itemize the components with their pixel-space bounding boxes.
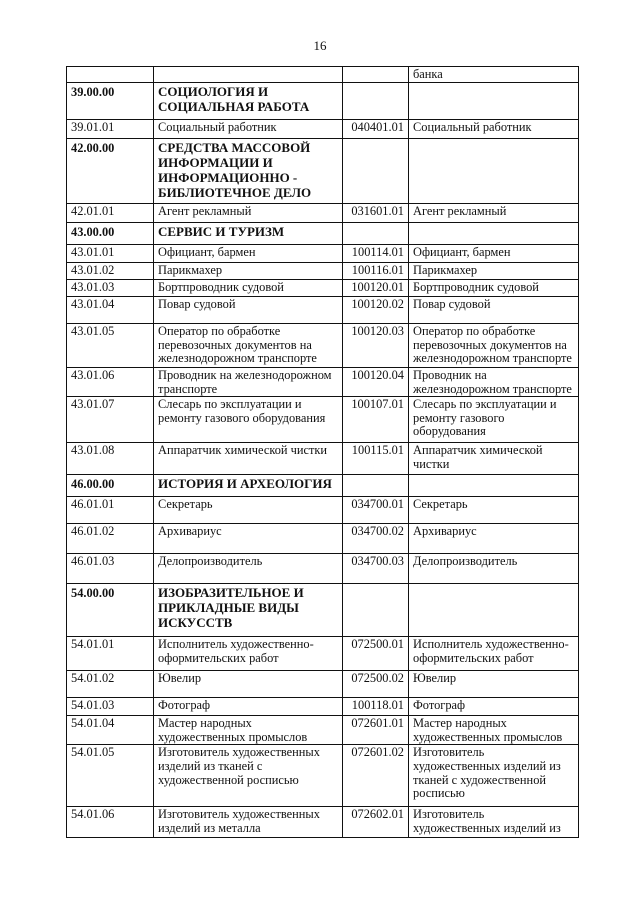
code-cell: 54.01.04: [67, 716, 154, 745]
table-body: [67, 67, 579, 838]
okpdtr-code-cell: 100120.03: [343, 324, 409, 368]
section-row: [67, 139, 579, 204]
name-cell: Слесарь по эксплуатации и ремонту газового оборудования: [154, 397, 343, 443]
okpdtr-title-cell: Агент рекламный: [409, 204, 579, 223]
code-cell: 43.01.01: [67, 245, 154, 263]
code-cell: 46.00.00: [67, 475, 154, 497]
table-row: [67, 120, 579, 139]
name-cell: Оператор по обработке перевозочных документов на железнодорожном транспорте: [154, 324, 343, 368]
code-cell: 54.01.05: [67, 745, 154, 807]
okpdtr-code-cell: 034700.01: [343, 497, 409, 524]
okpdtr-title-cell: Изготовитель художественных изделий из: [409, 807, 579, 838]
name-cell: СОЦИОЛОГИЯ И СОЦИАЛЬНАЯ РАБОТА: [154, 83, 343, 120]
okpdtr-code-cell: 072500.02: [343, 671, 409, 698]
okpdtr-title-cell: банка: [409, 67, 579, 83]
okpdtr-code-cell: 034700.03: [343, 554, 409, 584]
okpdtr-title-cell: Официант, бармен: [409, 245, 579, 263]
okpdtr-title-cell: [409, 223, 579, 245]
name-cell: Фотограф: [154, 698, 343, 716]
name-cell: Бортпроводник судовой: [154, 280, 343, 297]
code-cell: 43.01.05: [67, 324, 154, 368]
okpdtr-title-cell: Делопроизводитель: [409, 554, 579, 584]
okpdtr-title-cell: Проводник на железнодорожном транспорте: [409, 368, 579, 397]
okpdtr-code-cell: 100120.01: [343, 280, 409, 297]
okpdtr-code-cell: 100120.02: [343, 297, 409, 324]
name-cell: Агент рекламный: [154, 204, 343, 223]
code-cell: 43.01.04: [67, 297, 154, 324]
okpdtr-code-cell: 034700.02: [343, 524, 409, 554]
okpdtr-code-cell: [343, 67, 409, 83]
code-cell: 43.01.03: [67, 280, 154, 297]
okpdtr-code-cell: 100120.04: [343, 368, 409, 397]
name-cell: Ювелир: [154, 671, 343, 698]
code-cell: 42.01.01: [67, 204, 154, 223]
table-row: [67, 368, 579, 397]
code-cell: 43.01.06: [67, 368, 154, 397]
code-cell: 43.01.07: [67, 397, 154, 443]
okpdtr-code-cell: 072500.01: [343, 637, 409, 671]
okpdtr-code-cell: [343, 584, 409, 637]
name-cell: Социальный работник: [154, 120, 343, 139]
code-cell: 39.01.01: [67, 120, 154, 139]
okpdtr-code-cell: 072602.01: [343, 807, 409, 838]
okpdtr-title-cell: [409, 83, 579, 120]
table-row: [67, 716, 579, 745]
code-cell: 46.01.03: [67, 554, 154, 584]
name-cell: СРЕДСТВА МАССОВОЙ ИНФОРМАЦИИ И ИНФОРМАЦИОННО - БИБЛИОТЕЧНОЕ ДЕЛО: [154, 139, 343, 204]
okpdtr-title-cell: Повар судовой: [409, 297, 579, 324]
code-cell: 43.01.02: [67, 263, 154, 280]
table-row: [67, 67, 579, 83]
table-row: [67, 204, 579, 223]
okpdtr-title-cell: Слесарь по эксплуатации и ремонту газового оборудования: [409, 397, 579, 443]
code-cell: [67, 67, 154, 83]
okpdtr-code-cell: [343, 475, 409, 497]
okpdtr-code-cell: 072601.02: [343, 745, 409, 807]
okpdtr-title-cell: Социальный работник: [409, 120, 579, 139]
table-row: [67, 524, 579, 554]
name-cell: Мастер народных художественных промыслов: [154, 716, 343, 745]
table-row: [67, 280, 579, 297]
table-row: [67, 443, 579, 475]
okpdtr-code-cell: 100114.01: [343, 245, 409, 263]
name-cell: ИСТОРИЯ И АРХЕОЛОГИЯ: [154, 475, 343, 497]
table-row: [67, 245, 579, 263]
name-cell: СЕРВИС И ТУРИЗМ: [154, 223, 343, 245]
table-row: [67, 637, 579, 671]
name-cell: Изготовитель художественных изделий из металла: [154, 807, 343, 838]
okpdtr-code-cell: 040401.01: [343, 120, 409, 139]
okpdtr-title-cell: Мастер народных художественных промыслов: [409, 716, 579, 745]
name-cell: Исполнитель художественно-оформительских работ: [154, 637, 343, 671]
table-row: [67, 324, 579, 368]
table-row: [67, 297, 579, 324]
code-cell: 54.01.02: [67, 671, 154, 698]
page-number: 16: [313, 38, 327, 53]
code-cell: 54.00.00: [67, 584, 154, 637]
code-cell: 46.01.02: [67, 524, 154, 554]
okpdtr-code-cell: 100115.01: [343, 443, 409, 475]
okpdtr-code-cell: 100118.01: [343, 698, 409, 716]
okpdtr-code-cell: 031601.01: [343, 204, 409, 223]
name-cell: Проводник на железнодорожном транспорте: [154, 368, 343, 397]
okpdtr-code-cell: [343, 83, 409, 120]
okpdtr-title-cell: [409, 475, 579, 497]
code-cell: 54.01.03: [67, 698, 154, 716]
table-row: [67, 554, 579, 584]
okpdtr-code-cell: 100107.01: [343, 397, 409, 443]
code-cell: 39.00.00: [67, 83, 154, 120]
okpdtr-title-cell: Парикмахер: [409, 263, 579, 280]
code-cell: 42.00.00: [67, 139, 154, 204]
name-cell: Повар судовой: [154, 297, 343, 324]
name-cell: Архивариус: [154, 524, 343, 554]
name-cell: ИЗОБРАЗИТЕЛЬНОЕ И ПРИКЛАДНЫЕ ВИДЫ ИСКУССТВ: [154, 584, 343, 637]
name-cell: Секретарь: [154, 497, 343, 524]
okpdtr-title-cell: [409, 584, 579, 637]
table-row: [67, 698, 579, 716]
name-cell: Аппаратчик химической чистки: [154, 443, 343, 475]
section-row: [67, 584, 579, 637]
okpdtr-code-cell: [343, 223, 409, 245]
okpdtr-title-cell: [409, 139, 579, 204]
code-cell: 43.00.00: [67, 223, 154, 245]
name-cell: Парикмахер: [154, 263, 343, 280]
professions-table: [66, 66, 579, 838]
table-row: [67, 263, 579, 280]
okpdtr-code-cell: 100116.01: [343, 263, 409, 280]
section-row: [67, 223, 579, 245]
table-row: [67, 497, 579, 524]
name-cell: [154, 67, 343, 83]
table-row: [67, 745, 579, 807]
okpdtr-title-cell: Исполнитель художественно-оформительских работ: [409, 637, 579, 671]
okpdtr-title-cell: Секретарь: [409, 497, 579, 524]
name-cell: Делопроизводитель: [154, 554, 343, 584]
section-row: [67, 83, 579, 120]
code-cell: 54.01.06: [67, 807, 154, 838]
table-row: [67, 397, 579, 443]
okpdtr-title-cell: Изготовитель художественных изделий из тканей с художественной росписью: [409, 745, 579, 807]
name-cell: Изготовитель художественных изделий из тканей с художественной росписью: [154, 745, 343, 807]
okpdtr-title-cell: Оператор по обработке перевозочных документов на железнодорожном транспорте: [409, 324, 579, 368]
code-cell: 54.01.01: [67, 637, 154, 671]
name-cell: Официант, бармен: [154, 245, 343, 263]
okpdtr-title-cell: Бортпроводник судовой: [409, 280, 579, 297]
okpdtr-code-cell: [343, 139, 409, 204]
okpdtr-title-cell: Ювелир: [409, 671, 579, 698]
okpdtr-title-cell: Аппаратчик химической чистки: [409, 443, 579, 475]
okpdtr-title-cell: Архивариус: [409, 524, 579, 554]
table-row: [67, 807, 579, 838]
table-row: [67, 671, 579, 698]
okpdtr-title-cell: Фотограф: [409, 698, 579, 716]
okpdtr-code-cell: 072601.01: [343, 716, 409, 745]
code-cell: 46.01.01: [67, 497, 154, 524]
section-row: [67, 475, 579, 497]
code-cell: 43.01.08: [67, 443, 154, 475]
